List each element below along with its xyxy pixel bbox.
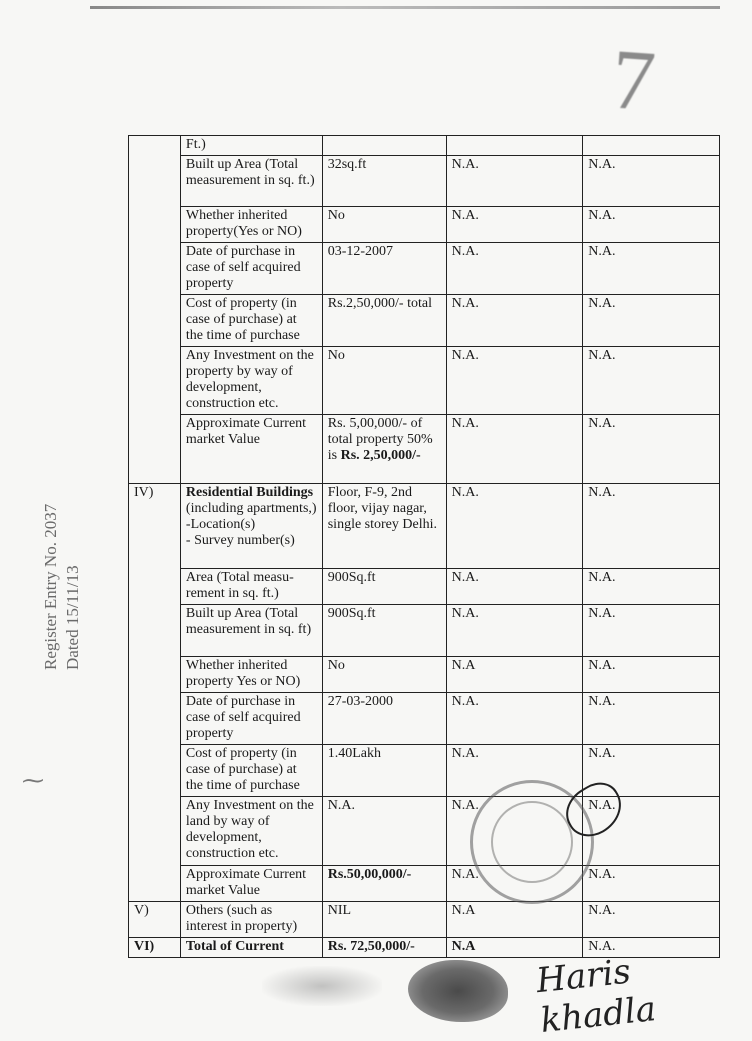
self-cell: 1.40Lakh xyxy=(322,745,446,797)
item-cell: Built up Area (Total measurement in sq. ft.) xyxy=(180,156,322,207)
page-top-border xyxy=(90,6,720,9)
item-cell: Cost of property (in case of purchase) at the time of purchase xyxy=(180,295,322,347)
spouse-cell: N.A. xyxy=(446,569,583,605)
dependent-cell xyxy=(583,136,720,156)
spouse-cell: N.A. xyxy=(446,797,583,866)
dependent-cell: N.A. xyxy=(583,938,720,958)
table-row xyxy=(129,693,720,745)
spouse-cell: N.A xyxy=(446,938,583,958)
register-date-line: Dated 15/11/13 xyxy=(63,565,82,670)
spouse-cell: N.A. xyxy=(446,484,583,569)
dependent-cell: N.A. xyxy=(583,569,720,605)
item-cell: Ft.) xyxy=(180,136,322,156)
spouse-cell: N.A. xyxy=(446,693,583,745)
self-cell: N.A. xyxy=(322,797,446,866)
item-heading: Residential Buildings xyxy=(185,485,314,500)
spouse-cell: N.A. xyxy=(446,156,583,207)
dependent-cell: N.A. xyxy=(583,902,720,938)
signature: Haris khadla xyxy=(534,951,658,1041)
self-cell xyxy=(322,415,446,484)
row-number-cell: V) xyxy=(129,902,181,938)
self-cell: 900Sq.ft xyxy=(322,569,446,605)
dependent-cell: N.A. xyxy=(583,745,720,797)
register-entry-note xyxy=(40,440,100,670)
spouse-cell: N.A. xyxy=(446,243,583,295)
self-cell: Floor, F-9, 2nd floor, vijay nagar, single storey Delhi. xyxy=(322,484,446,569)
table-row xyxy=(129,745,720,797)
item-cell: Any Investment on the property by way of development, construction etc. xyxy=(180,347,322,415)
item-cell xyxy=(180,484,322,569)
spouse-cell: N.A. xyxy=(446,866,583,902)
item-cell: Whether inherited property(Yes or NO) xyxy=(180,207,322,243)
dependent-cell: N.A. xyxy=(583,243,720,295)
spouse-cell: N.A. xyxy=(446,745,583,797)
self-cell: Rs. 72,50,000/- xyxy=(322,938,446,958)
item-cell: Cost of property (in case of purchase) at the time of purchase xyxy=(180,745,322,797)
spouse-cell: N.A xyxy=(446,902,583,938)
spouse-cell: N.A. xyxy=(446,605,583,657)
page-number: 7 xyxy=(608,30,659,130)
faded-stamp-smudge xyxy=(262,966,382,1006)
asset-declaration-table xyxy=(128,135,720,958)
margin-tick-mark: ⁓ xyxy=(22,768,44,793)
spouse-cell: N.A. xyxy=(446,415,583,484)
item-cell: Total of Current xyxy=(180,938,322,958)
spouse-cell: N.A. xyxy=(446,207,583,243)
row-number-cell xyxy=(129,136,181,484)
dependent-cell: N.A. xyxy=(583,295,720,347)
dependent-cell: N.A. xyxy=(583,605,720,657)
self-cell: 900Sq.ft xyxy=(322,605,446,657)
dependent-cell: N.A. xyxy=(583,415,720,484)
item-cell: Any Investment on the land by way of development, construction etc. xyxy=(180,797,322,866)
self-cell: 32sq.ft xyxy=(322,156,446,207)
dependent-cell: N.A. xyxy=(583,866,720,902)
dependent-cell: N.A. xyxy=(583,156,720,207)
table-row xyxy=(129,243,720,295)
table-row xyxy=(129,866,720,902)
spouse-cell: N.A xyxy=(446,657,583,693)
table-row xyxy=(129,484,720,569)
spouse-cell xyxy=(446,136,583,156)
table-row xyxy=(129,415,720,484)
dependent-cell: N.A. xyxy=(583,657,720,693)
dependent-cell: N.A. xyxy=(583,797,720,866)
spouse-cell: N.A. xyxy=(446,347,583,415)
table-row xyxy=(129,797,720,866)
self-cell: Rs.2,50,000/- total xyxy=(322,295,446,347)
self-cell: NIL xyxy=(322,902,446,938)
item-cell: Built up Area (Total measurement in sq. ft) xyxy=(180,605,322,657)
self-value-bold: Rs. 2,50,000/- xyxy=(340,448,421,463)
item-detail: (including apartments,) -Location(s) - Survey number(s) xyxy=(185,501,317,548)
item-cell: Approximate Current market Value xyxy=(180,415,322,484)
row-number-cell: IV) xyxy=(129,484,181,902)
table-row xyxy=(129,605,720,657)
self-cell: 27-03-2000 xyxy=(322,693,446,745)
table-row xyxy=(129,657,720,693)
item-cell: Approximate Current market Value xyxy=(180,866,322,902)
table-row xyxy=(129,136,720,156)
item-cell: Whether inherited property Yes or NO) xyxy=(180,657,322,693)
dependent-cell: N.A. xyxy=(583,484,720,569)
table-row xyxy=(129,156,720,207)
self-cell xyxy=(322,136,446,156)
self-cell: 03-12-2007 xyxy=(322,243,446,295)
table-row xyxy=(129,295,720,347)
dependent-cell: N.A. xyxy=(583,693,720,745)
table-row xyxy=(129,902,720,938)
self-value-text: Rs. 5,00,000/- of total property 50% is xyxy=(327,416,433,463)
register-entry-line: Register Entry No. 2037 xyxy=(41,503,60,670)
self-cell: No xyxy=(322,657,446,693)
self-cell: Rs.50,00,000/- xyxy=(322,866,446,902)
item-cell: Area (Total measu-rement in sq. ft.) xyxy=(180,569,322,605)
item-cell: Date of purchase in case of self acquired property xyxy=(180,693,322,745)
row-number-cell: VI) xyxy=(129,938,181,958)
self-cell: No xyxy=(322,347,446,415)
table-row xyxy=(129,347,720,415)
item-cell: Others (such as interest in property) xyxy=(180,902,322,938)
thumb-impression xyxy=(408,960,508,1022)
item-cell: Date of purchase in case of self acquired property xyxy=(180,243,322,295)
dependent-cell: N.A. xyxy=(583,347,720,415)
table-row xyxy=(129,569,720,605)
table-row xyxy=(129,207,720,243)
dependent-cell: N.A. xyxy=(583,207,720,243)
spouse-cell: N.A. xyxy=(446,295,583,347)
self-cell: No xyxy=(322,207,446,243)
